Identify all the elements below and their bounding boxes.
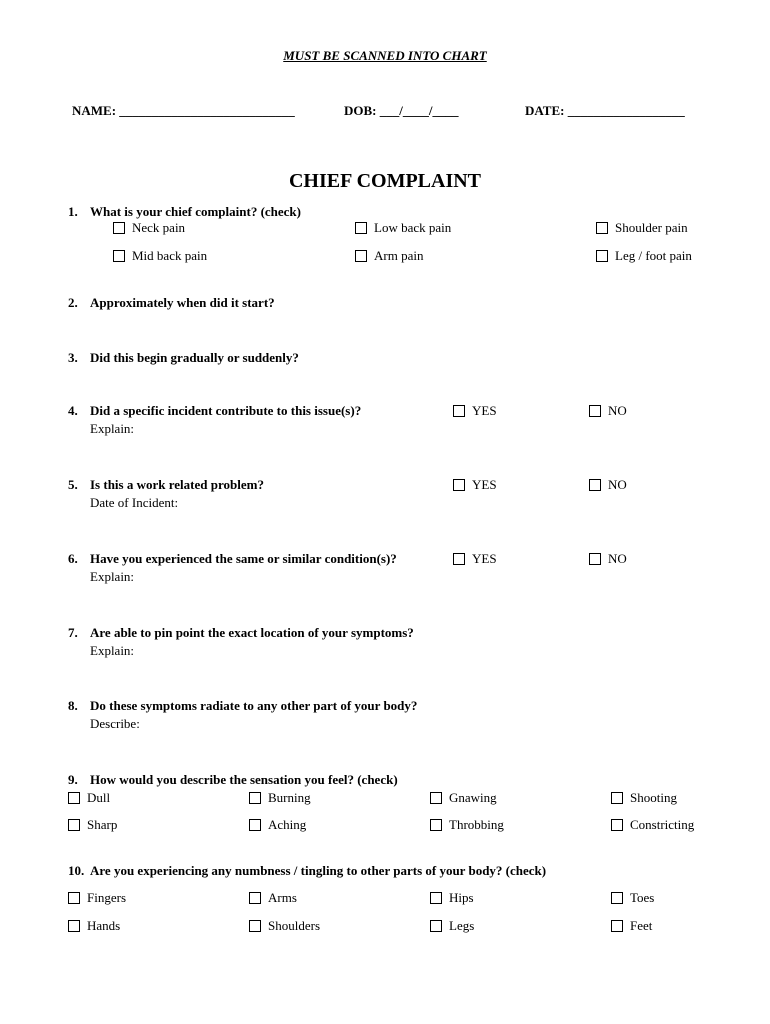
name-field[interactable]: NAME: ___________________________: [72, 103, 295, 118]
question-text: Have you experienced the same or similar condition(s)?: [90, 551, 397, 566]
checkbox-burning[interactable]: [249, 790, 311, 806]
checkbox-label: YES: [472, 477, 497, 492]
question-number: 2.: [68, 295, 78, 310]
question-number: 4.: [68, 403, 78, 418]
question-text: What is your chief complaint? (check): [90, 204, 301, 219]
checkbox-hips[interactable]: [430, 890, 474, 906]
checkbox-arms[interactable]: [249, 890, 297, 906]
question-3: [68, 350, 299, 366]
checkbox-label: Toes: [630, 890, 655, 905]
checkbox-q5-yes[interactable]: [453, 477, 497, 493]
checkbox-box[interactable]: [453, 405, 465, 417]
checkbox-sharp[interactable]: [68, 817, 117, 833]
checkbox-toes[interactable]: [611, 890, 654, 906]
checkbox-box[interactable]: [589, 553, 601, 565]
checkbox-label: NO: [608, 551, 627, 566]
scan-notice: MUST BE SCANNED INTO CHART: [283, 48, 487, 63]
checkbox-box[interactable]: [589, 479, 601, 491]
question-text: Are able to pin point the exact location of your symptoms?: [90, 625, 414, 640]
question-text: Are you experiencing any numbness / tingling to other parts of your body? (check): [90, 863, 547, 878]
checkbox-box[interactable]: [430, 792, 442, 804]
checkbox-box[interactable]: [68, 819, 80, 831]
checkbox-neck-pain[interactable]: [113, 220, 185, 236]
checkbox-label: Throbbing: [449, 817, 504, 832]
explain-label: Explain:: [90, 569, 135, 584]
checkbox-feet[interactable]: [611, 918, 652, 934]
question-number: 6.: [68, 551, 78, 566]
question-number: 8.: [68, 698, 78, 713]
checkbox-hands[interactable]: [68, 918, 120, 934]
question-number: 7.: [68, 625, 78, 640]
checkbox-mid-back-pain[interactable]: [113, 248, 207, 264]
checkbox-gnawing[interactable]: [430, 790, 497, 806]
checkbox-label: Shoulders: [268, 918, 320, 933]
question-9: [68, 772, 398, 788]
checkbox-box[interactable]: [611, 920, 623, 932]
checkbox-arm-pain[interactable]: [355, 248, 423, 264]
question-number: 5.: [68, 477, 78, 492]
checkbox-q6-no[interactable]: [589, 551, 627, 567]
question-4: [68, 403, 361, 419]
checkbox-label: Hands: [87, 918, 121, 933]
checkbox-box[interactable]: [249, 920, 261, 932]
checkbox-label: Legs: [449, 918, 475, 933]
checkbox-label: YES: [472, 403, 497, 418]
checkbox-label: Neck pain: [132, 220, 186, 235]
question-text: Do these symptoms radiate to any other part of your body?: [90, 698, 418, 713]
checkbox-aching[interactable]: [249, 817, 306, 833]
checkbox-dull[interactable]: [68, 790, 110, 806]
checkbox-box[interactable]: [355, 222, 367, 234]
question-2: [68, 295, 275, 311]
explain-label: Explain:: [90, 421, 135, 436]
checkbox-label: Leg / foot pain: [615, 248, 692, 263]
checkbox-box[interactable]: [249, 792, 261, 804]
question-text: Did this begin gradually or suddenly?: [90, 350, 299, 365]
date-of-incident-label: Date of Incident:: [90, 495, 179, 510]
checkbox-label: Fingers: [87, 890, 126, 905]
checkbox-box[interactable]: [68, 792, 80, 804]
checkbox-q5-no[interactable]: [589, 477, 627, 493]
checkbox-shooting[interactable]: [611, 790, 677, 806]
checkbox-q4-yes[interactable]: [453, 403, 497, 419]
checkbox-box[interactable]: [113, 250, 125, 262]
checkbox-box[interactable]: [596, 250, 608, 262]
question-number: 1.: [68, 204, 78, 219]
checkbox-shoulders[interactable]: [249, 918, 320, 934]
page-title: CHIEF COMPLAINT: [288, 170, 482, 192]
checkbox-constricting[interactable]: [611, 817, 694, 833]
checkbox-label: Arms: [268, 890, 297, 905]
question-text: How would you describe the sensation you feel? (check): [90, 772, 398, 787]
checkbox-label: Sharp: [87, 817, 118, 832]
checkbox-box[interactable]: [611, 892, 623, 904]
question-text: Did a specific incident contribute to this issue(s)?: [90, 403, 362, 418]
checkbox-legs[interactable]: [430, 918, 474, 934]
checkbox-box[interactable]: [430, 819, 442, 831]
question-number: 3.: [68, 350, 78, 365]
dob-field[interactable]: DOB: ___/____/____: [344, 103, 459, 118]
checkbox-label: Burning: [268, 790, 311, 805]
describe-label: Describe:: [90, 716, 140, 731]
checkbox-box[interactable]: [611, 819, 623, 831]
question-7: [68, 625, 414, 641]
checkbox-label: NO: [608, 403, 627, 418]
checkbox-box[interactable]: [611, 792, 623, 804]
date-field[interactable]: DATE: __________________: [525, 103, 685, 118]
checkbox-box[interactable]: [68, 892, 80, 904]
question-8: [68, 698, 417, 714]
checkbox-box[interactable]: [249, 819, 261, 831]
checkbox-box[interactable]: [589, 405, 601, 417]
checkbox-label: Dull: [87, 790, 111, 805]
checkbox-box[interactable]: [355, 250, 367, 262]
question-10: [68, 863, 546, 879]
checkbox-box[interactable]: [68, 920, 80, 932]
checkbox-box[interactable]: [453, 479, 465, 491]
checkbox-q4-no[interactable]: [589, 403, 627, 419]
question-number: 10.: [68, 863, 85, 878]
explain-label: Explain:: [90, 643, 135, 658]
checkbox-label: Low back pain: [374, 220, 452, 235]
question-5: [68, 477, 264, 493]
checkbox-label: Shooting: [630, 790, 677, 805]
question-text: Is this a work related problem?: [90, 477, 264, 492]
question-1: [68, 204, 301, 220]
checkbox-label: Hips: [449, 890, 474, 905]
checkbox-fingers[interactable]: [68, 890, 126, 906]
checkbox-box[interactable]: [430, 892, 442, 904]
question-6: [68, 551, 397, 567]
checkbox-label: Mid back pain: [132, 248, 208, 263]
checkbox-q6-yes[interactable]: [453, 551, 497, 567]
checkbox-leg-foot-pain[interactable]: [596, 248, 692, 264]
checkbox-low-back-pain[interactable]: [355, 220, 451, 236]
question-text: Approximately when did it start?: [90, 295, 275, 310]
checkbox-shoulder-pain[interactable]: [596, 220, 688, 236]
checkbox-label: Feet: [630, 918, 653, 933]
checkbox-label: Gnawing: [449, 790, 497, 805]
checkbox-label: Arm pain: [374, 248, 424, 263]
question-number: 9.: [68, 772, 78, 787]
checkbox-box[interactable]: [113, 222, 125, 234]
checkbox-label: NO: [608, 477, 627, 492]
checkbox-box[interactable]: [249, 892, 261, 904]
checkbox-label: Constricting: [630, 817, 695, 832]
checkbox-box[interactable]: [453, 553, 465, 565]
checkbox-box[interactable]: [430, 920, 442, 932]
checkbox-box[interactable]: [596, 222, 608, 234]
checkbox-label: Aching: [268, 817, 307, 832]
checkbox-label: Shoulder pain: [615, 220, 688, 235]
checkbox-throbbing[interactable]: [430, 817, 504, 833]
checkbox-label: YES: [472, 551, 497, 566]
